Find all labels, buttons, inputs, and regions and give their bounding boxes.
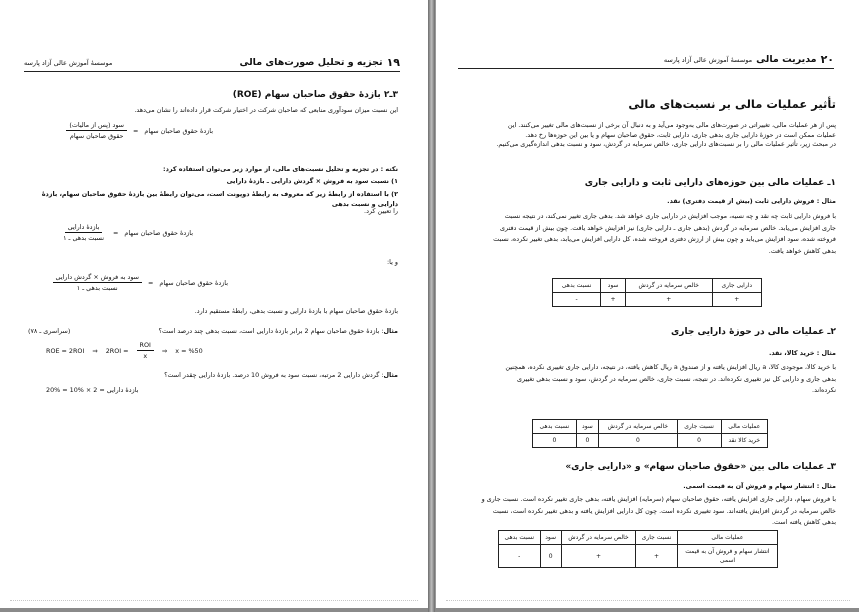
body-line: بدهی کاهش خواهد یافت.: [768, 246, 836, 255]
relation-text: بازدهٔ حقوق صاحبان سهام با بازدهٔ دارایی و نسبت بدهی، رابطهٔ مستقیم دارد.: [194, 307, 398, 315]
body-line: جاری افزایش می‌یابد. خالص سرمایه در گردش (بدهی جاری ـ دارایی جاری) نیز افزایش خواهد یافت. چون بیش از قیمت دفتری: [500, 223, 836, 232]
intro-line: عملیات ممکن است در حوزهٔ دارایی جاری بدهی جاری، دارایی ثابت، حقوق صاحبان سهام و یا بین این حوزه‌ها رخ دهد.: [525, 130, 836, 139]
table-cell: +: [636, 545, 678, 568]
implies-arrow: ⇒: [92, 346, 98, 355]
section-3-title: ۳ـ عملیات مالی بین «حقوق صاحبان سهام» و «دارایی جاری»: [565, 462, 836, 472]
formula-fraction: [53, 273, 143, 292]
table-header: سود: [540, 531, 561, 545]
table-header: دارایی جاری: [712, 279, 761, 293]
operation-text: انتشار سهام و فروش آن به قیمت: [685, 548, 770, 555]
body-line: با فروش سهام، دارایی جاری افزایش یافته، حقوق صاحبان سهام (سرمایه) افزایش یافته، بدهی جاری تغییر نکرده است. نسبت جاری و: [481, 495, 836, 503]
intro-line: در مبحث زیر، تأثیر عملیات مالی را بر نسبت‌های دارایی جاری، خالص سرمایه در گردش، سود و نسبت بدهی اندازه‌گیری می‌کنیم.: [496, 140, 836, 148]
book-title: مدیریت مالی: [756, 54, 817, 65]
page-edge: [10, 600, 418, 604]
example-text: : بازدهٔ حقوق صاحبان سهام 2 برابر بازدهٔ دارایی است، نسبت بدهی چند درصد است؟: [158, 327, 384, 335]
book-gutter: [428, 0, 435, 612]
table-cell: 0: [576, 434, 598, 448]
body-line: بدهی جاری و دارایی کل نیز تغییری نکرده‌اند. در نتیجه، نسبت جاری، خالص سرمایه در گردش، سود و نسبت بدهی تغییری: [516, 374, 836, 383]
institute-name: موسسهٔ آموزش عالی آزاد پارسه: [663, 55, 753, 64]
formula-fraction: [66, 121, 127, 140]
solution-part: 2ROI =: [105, 346, 129, 355]
page-number: ۱۹: [386, 56, 400, 69]
fraction-denominator: نسبت بدهی ـ ۱: [76, 284, 118, 292]
table-cell: 0: [599, 434, 678, 448]
institute-name: موسسهٔ آموزش عالی آزاد پارسه: [24, 58, 113, 67]
page-edge: [446, 600, 850, 604]
section-3-table: [498, 530, 778, 568]
formula-fraction: [60, 223, 107, 242]
table-header: نسبت جاری: [677, 420, 721, 434]
table-cell: -: [499, 545, 541, 568]
body-line: بدهی کاهش یافته است.: [771, 518, 836, 526]
fraction-numerator: سود به فروش × گردش دارایی: [53, 273, 143, 283]
intro-line: پس از هر عملیات مالی، تغییراتی در صورت‌های مالی به‌وجود می‌آید و به دنبال آن برخی از نسبت‌های مالی تغییر می‌کنند. این: [507, 121, 836, 129]
formula-lhs: بازدهٔ حقوق صاحبان سهام: [124, 228, 193, 237]
table-cell: +: [561, 545, 636, 568]
example-2-solution: بازدهٔ دارایی = 2 × %10 = %20: [46, 386, 139, 394]
table-header: خالص سرمایه در گردش: [599, 420, 678, 434]
left-page-header: [24, 56, 400, 72]
implies-arrow: ⇒: [161, 346, 168, 355]
fraction-numerator: بازدهٔ دارایی: [65, 223, 103, 233]
section-3-body: [456, 494, 836, 529]
formula-dupont-1: بازدهٔ حقوق صاحبان سهام = $\frac{\text{بازدهٔ دارایی}}{\text{نسبت بدهی ـ ۱}}$: [60, 223, 193, 242]
table-cell: +: [601, 293, 626, 307]
body-line: با فروش دارایی ثابت چه نقد و چه نسیه، موجب افزایش در دارایی جاری خواهد شد. بدهی جاری تغییر نمی‌کند، در نتیجه نسبت: [504, 212, 836, 220]
left-page: [0, 0, 429, 608]
solution-fraction: [137, 341, 154, 360]
note-line: ۲) با استفاده از رابطهٔ زیر که معروف به رابطهٔ دوپونت است، می‌توان رابطهٔ بین بازدهٔ حقوق صاحبان سهام، بازدهٔ دارایی و نسبت بدهی: [41, 190, 398, 208]
operation-text: اسمی: [719, 557, 736, 564]
example-1: [28, 327, 398, 337]
table-header: سود: [601, 279, 626, 293]
section-title: ۳ـ۲ بازدهٔ حقوق صاحبان سهام (ROE): [232, 90, 398, 100]
section-1-title: ۱ـ عملیات مالی بین حوزه‌های دارایی ثابت و دارایی جاری: [584, 178, 836, 188]
solution-part: x = %50: [175, 346, 203, 355]
note-line: را تعیین کرد.: [364, 207, 398, 215]
page-number: ۲۰: [820, 53, 834, 66]
section-2-example: مثال : خرید کالا، نقد.: [768, 349, 836, 357]
chapter-intro: [456, 121, 836, 150]
fraction-denominator: x: [143, 352, 148, 360]
formula-dupont-2: بازدهٔ حقوق صاحبان سهام = $\frac{\text{سود به فروش × گردش دارایی}}{\text{نسبت بدهی ـ ۱}}$: [53, 273, 229, 292]
table-header: خالص سرمایه در گردش: [561, 531, 636, 545]
fraction-numerator: سود (پس از مالیات): [66, 121, 127, 131]
table-cell: خرید کالا نقد: [721, 434, 768, 448]
body-line: نکرده‌اند.: [812, 386, 836, 394]
table-cell: +: [625, 293, 712, 307]
table-header: نسبت بدهی: [553, 279, 601, 293]
table-cell: 0: [533, 434, 577, 448]
section-1-example: مثال : فروش دارایی ثابت (بیش از قیمت دفتری) نقد.: [667, 197, 836, 205]
example-label: مثال: [383, 371, 398, 379]
body-line: فروخته شده، سود افزایش می‌یابد و چون بیش از ارزش دفتری فروخته شده، کل دارایی افزایش می‌یابد، بدهی تغییر نکرده، نسبت: [493, 235, 836, 243]
formula-lhs: بازدهٔ حقوق صاحبان سهام: [159, 278, 228, 287]
note-line: ۱) نسبت سود به فروش × گردش دارایی ـ بازدهٔ دارایی: [226, 177, 398, 185]
table-cell: +: [712, 293, 761, 307]
example-text: : گردش دارایی 2 مرتبه، نسبت سود به فروش 10 درصد. بازدهٔ دارایی چقدر است؟: [164, 371, 384, 379]
table-header: سود: [576, 420, 598, 434]
body-line: با خرید کالا، موجودی کالا، a ریال افزایش یافته و از صندوق a ریال کاهش یافته، در نتیجه، دارایی جاری تغییری نکرده، همچنین: [505, 363, 836, 371]
note-line: نکته : در تجزیه و تحلیل نسبت‌های مالی، از موارد زیر می‌توان استفاده کرد:: [163, 165, 398, 173]
example-1-solution: [46, 341, 203, 360]
table-cell: [677, 545, 777, 568]
section-3-example: مثال : انتشار سهام و فروش آن به قیمت اسمی.: [683, 482, 836, 490]
body-line: خالص سرمایه در گردش افزایش یافته‌اند. سود تغییری نکرده است. چون کل دارایی افزایش یافته و بدهی تغییر نکرده است، نسبت: [492, 506, 836, 515]
example-label: مثال: [383, 327, 398, 335]
table-header: عملیات مالی: [677, 531, 777, 545]
table-cell: 0: [540, 545, 561, 568]
solution-part: ROE = 2ROI: [46, 346, 85, 355]
table-header: خالص سرمایه در گردش: [625, 279, 712, 293]
section-2-body: [456, 362, 836, 397]
fraction-numerator: ROI: [137, 341, 154, 351]
example-source: (سراسری ـ ۷۸): [28, 327, 71, 335]
chapter-title: تأثیر عملیات مالی بر نسبت‌های مالی: [628, 97, 836, 111]
table-header: نسبت جاری: [636, 531, 678, 545]
section-2-title: ۲ـ عملیات مالی در حوزهٔ دارایی جاری: [671, 327, 836, 337]
intro-text: این نسبت میزان سودآوری منابعی که صاحبان شرکت در اختیار شرکت قرار داده‌اند را نشان می‌دهد.: [134, 106, 398, 114]
table-cell: 0: [677, 434, 721, 448]
formula-lhs: بازدهٔ حقوق صاحبان سهام: [144, 126, 213, 135]
book-title: تجزیه و تحلیل صورت‌های مالی: [239, 57, 383, 68]
or-text: و یا:: [387, 258, 398, 266]
section-1-table: [552, 278, 762, 307]
section-2-table: [532, 419, 768, 448]
table-header: عملیات مالی: [721, 420, 768, 434]
example-2: [28, 371, 398, 381]
right-page-header: [458, 53, 834, 69]
table-cell: -: [553, 293, 601, 307]
section-1-body: [456, 211, 836, 257]
formula-roe: بازدهٔ حقوق صاحبان سهام = $\frac{\text{سود (پس از مالیات)}}{\text{حقوق صاحبان سهام}}$: [66, 121, 213, 140]
fraction-denominator: نسبت بدهی ـ ۱: [63, 234, 104, 242]
table-header: نسبت بدهی: [533, 420, 577, 434]
fraction-denominator: حقوق صاحبان سهام: [69, 132, 124, 140]
right-page: [435, 0, 859, 608]
table-header: نسبت بدهی: [499, 531, 541, 545]
